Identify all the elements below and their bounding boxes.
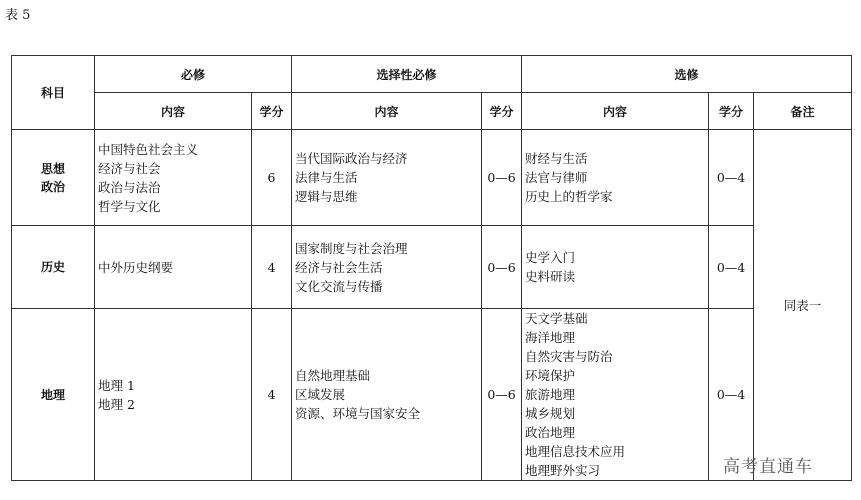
course-item: 政治与法治	[98, 179, 161, 195]
subject-cell	[12, 309, 95, 481]
course-item: 天文学基础	[525, 311, 588, 326]
required-credits-cell: 4	[252, 309, 292, 481]
required-credits-cell: 4	[252, 226, 292, 309]
course-item: 史料研读	[525, 269, 576, 284]
header-elective: 选修	[522, 56, 852, 93]
course-item: 自然灾害与防治	[525, 349, 613, 364]
required-credits-cell: 6	[252, 130, 292, 226]
header-elective-required: 选择性必修	[292, 56, 522, 93]
course-item: 城乡规划	[525, 406, 576, 421]
header-subject: 科目	[12, 56, 95, 130]
course-item: 哲学与文化	[98, 198, 161, 214]
elective-required-content-cell	[292, 309, 482, 481]
course-item: 旅游地理	[525, 387, 576, 402]
required-content-cell	[95, 226, 252, 309]
subject-label: 思想	[40, 161, 65, 176]
course-item: 国家制度与社会治理	[295, 240, 408, 256]
required-content-cell	[95, 309, 252, 481]
course-item: 环境保护	[525, 368, 576, 383]
elective-required-content-cell	[292, 130, 482, 226]
header-remark: 备注	[754, 93, 852, 130]
header-elective-content: 内容	[522, 93, 709, 130]
course-item: 地理 2	[98, 396, 135, 412]
required-content-cell	[95, 130, 252, 226]
watermark-text: 高考直通车	[723, 457, 813, 477]
header-elective-required-content: 内容	[292, 93, 482, 130]
curriculum-table	[11, 55, 852, 481]
course-item: 法官与律师	[525, 170, 588, 185]
elective-required-credits-cell: 0—6	[482, 130, 522, 226]
table-caption: 表 5	[5, 8, 31, 23]
course-item: 中外历史纲要	[98, 259, 174, 275]
elective-content-cell	[522, 130, 709, 226]
course-item: 自然地理基础	[295, 368, 371, 383]
header-elective-required-credits: 学分	[482, 93, 522, 130]
elective-required-credits-cell: 0—6	[482, 226, 522, 309]
header-required-credits: 学分	[252, 93, 292, 130]
header-elective-credits: 学分	[709, 93, 754, 130]
elective-credits-cell: 0—4	[709, 309, 754, 481]
elective-credits-cell: 0—4	[709, 226, 754, 309]
course-item: 文化交流与传播	[295, 278, 383, 294]
course-item: 地理 1	[98, 377, 135, 393]
elective-required-content-cell	[292, 226, 482, 309]
elective-content-cell	[522, 309, 709, 481]
course-item: 经济与社会生活	[295, 259, 383, 275]
subject-label: 政治	[40, 179, 65, 194]
elective-credits-cell: 0—4	[709, 130, 754, 226]
course-item: 财经与生活	[525, 151, 588, 166]
elective-required-credits-cell: 0—6	[482, 309, 522, 481]
course-item: 资源、环境与国家安全	[295, 406, 421, 421]
table-row	[12, 130, 852, 226]
subject-cell	[12, 226, 95, 309]
course-item: 地理信息技术应用	[525, 444, 626, 459]
course-item: 海洋地理	[525, 330, 576, 345]
course-item: 当代国际政治与经济	[295, 151, 408, 166]
remark-cell: 同表一	[754, 130, 852, 481]
course-item: 政治地理	[525, 425, 576, 440]
header-required: 必修	[95, 56, 292, 93]
course-item: 史学入门	[525, 250, 576, 265]
subject-label: 历史	[40, 260, 65, 274]
course-item: 区域发展	[295, 387, 346, 402]
course-item: 历史上的哲学家	[525, 189, 613, 204]
subject-cell	[12, 130, 95, 226]
course-item: 地理野外实习	[525, 463, 601, 478]
course-item: 逻辑与思维	[295, 189, 358, 204]
header-required-content: 内容	[95, 93, 252, 130]
elective-content-cell	[522, 226, 709, 309]
table-row	[12, 226, 852, 309]
course-item: 中国特色社会主义	[98, 141, 199, 157]
subject-label: 地理	[40, 387, 65, 402]
course-item: 法律与生活	[295, 170, 358, 185]
course-item: 经济与社会	[98, 160, 161, 176]
